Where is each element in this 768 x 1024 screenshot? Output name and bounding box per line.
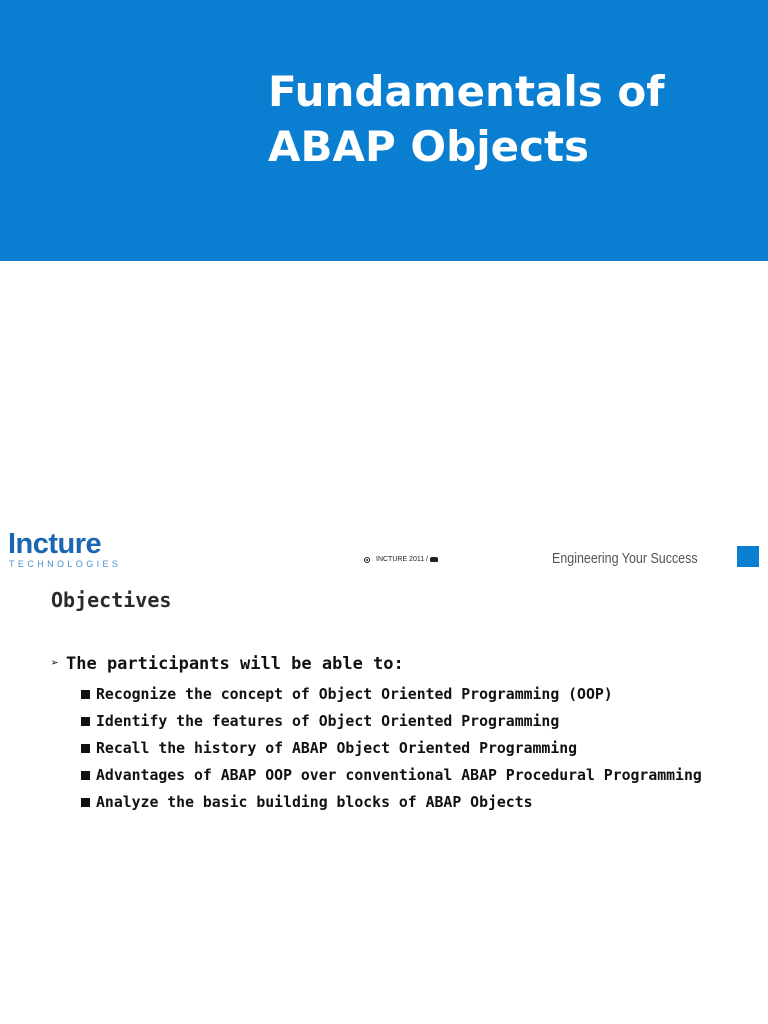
list-item-text: Analyze the basic building blocks of ABAP Objects	[96, 794, 533, 811]
list-item-text: Identify the features of Object Oriented Programming	[96, 713, 560, 730]
ornament-icon	[430, 557, 438, 562]
brand-square-icon	[737, 546, 759, 567]
list-item	[81, 792, 741, 813]
arrow-bullet-icon: ➢	[51, 656, 59, 671]
objectives-list	[81, 684, 741, 819]
list-item-text: Recognize the concept of Object Oriented Programming (OOP)	[96, 686, 613, 703]
square-bullet-icon	[81, 744, 90, 753]
objectives-heading: Objectives	[51, 588, 172, 612]
tagline: Engineering Your Success	[552, 551, 698, 567]
square-bullet-icon	[81, 798, 90, 807]
objectives-intro-text: The participants will be able to:	[66, 654, 404, 674]
copyright-text: INCTURE 2011 /	[376, 556, 428, 563]
logo-subtitle: TECHNOLOGIES	[9, 559, 122, 569]
list-item	[81, 684, 741, 705]
copyright-notice	[364, 556, 438, 563]
list-item	[81, 738, 741, 759]
slide-title	[268, 64, 758, 174]
square-bullet-icon	[81, 771, 90, 780]
list-item	[81, 765, 741, 786]
slide-title-line-1: Fundamentals of	[268, 67, 665, 116]
square-bullet-icon	[81, 717, 90, 726]
slide-title-line-2: ABAP Objects	[268, 122, 590, 171]
list-item-text: Recall the history of ABAP Object Oriented Programming	[96, 740, 578, 757]
title-banner	[0, 0, 768, 261]
list-item	[81, 711, 741, 732]
list-item-text: Advantages of ABAP OOP over conventional ABAP Procedural Programming	[96, 767, 702, 784]
copyright-icon	[364, 557, 370, 563]
logo-wordmark: Incture	[8, 528, 102, 560]
square-bullet-icon	[81, 690, 90, 699]
objectives-intro	[51, 653, 404, 675]
incture-logo	[8, 528, 138, 574]
